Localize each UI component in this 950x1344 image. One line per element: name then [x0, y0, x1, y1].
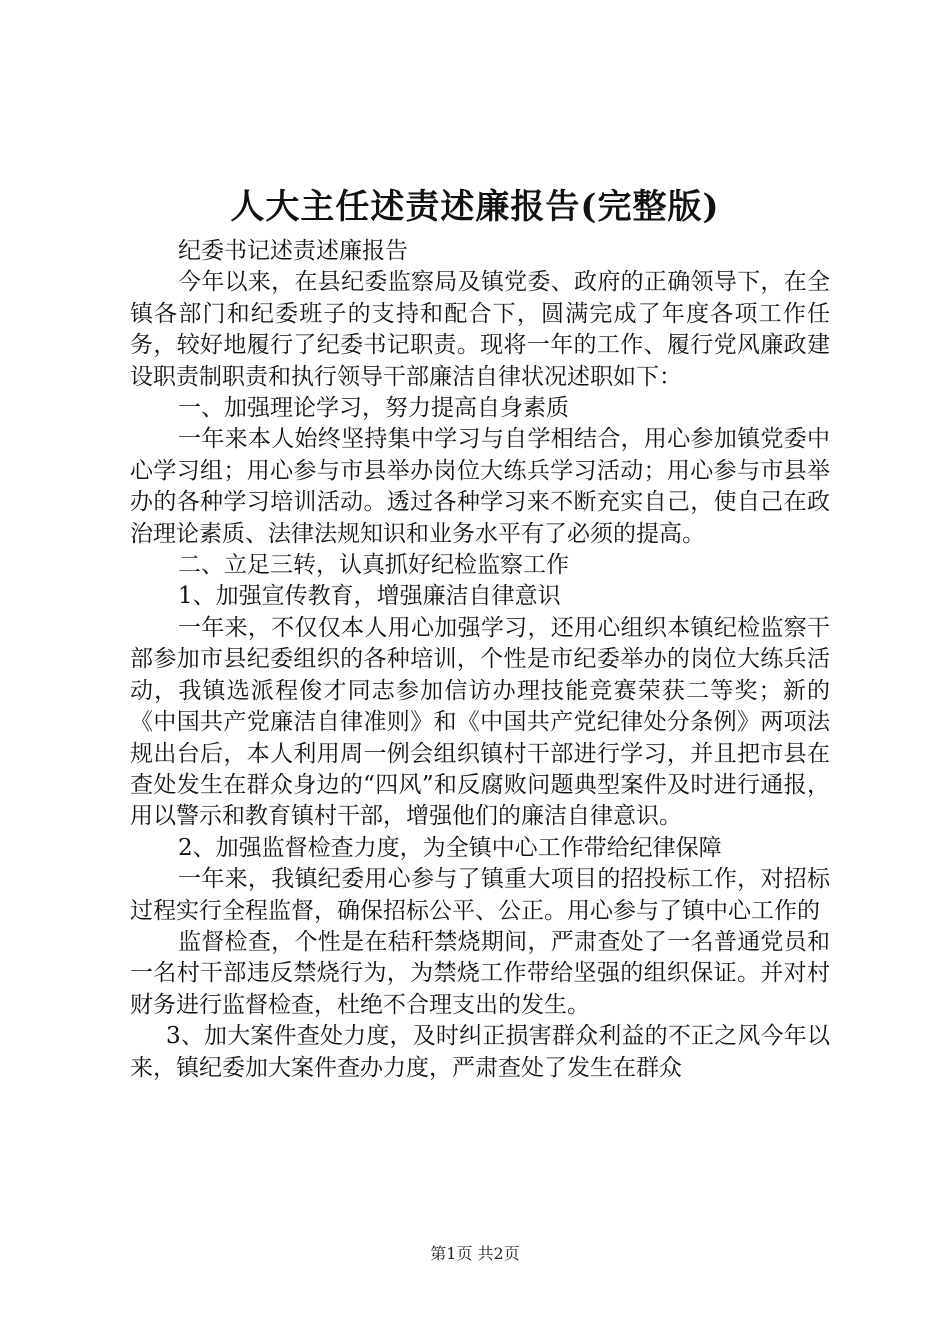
intro-paragraph: 今年以来，在县纪委监察局及镇党委、政府的正确领导下，在全镇各部门和纪委班子的支持和配合下，圆满完成了年度各项工作任务，较好地履行了纪委书记职责。现将一年的工作、履行党风廉政建设职责制职责和执行领导干部廉洁自律状况述职如下：	[130, 269, 830, 390]
subsection-2-paragraph: 一年来，我镇纪委用心参与了镇重大项目的招投标工作，对招标过程实行全程监督，确保招标公平、公正。用心参与了镇中心工作的	[130, 866, 830, 924]
subtitle-paragraph: 纪委书记述责述廉报告	[178, 238, 408, 264]
section-heading-1: 一、加强理论学习，努力提高自身素质	[178, 395, 569, 422]
section-1-paragraph: 一年来本人始终坚持集中学习与自学相结合，用心参加镇党委中心学习组；用心参与市县举办岗位大练兵学习活动；用心参与市县举办的各种学习培训活动。透过各种学习来不断充实自己，使自己在政治理论素质、法律法规知识和业务水平有了必须的提高。	[130, 426, 830, 547]
subsection-heading-2: 2、加强监督检查力度，为全镇中心工作带给纪律保障	[178, 834, 722, 861]
subsection-2-continued-paragraph: 监督检查，个性是在秸秆禁烧期间，严肃查处了一名普通党员和一名村干部违反禁烧行为，为禁烧工作带给坚强的组织保证。并对村财务进行监督检查，杜绝不合理支出的发生。	[130, 928, 830, 1018]
section-heading-2: 二、立足三转，认真抓好纪检监察工作	[178, 552, 569, 579]
subsection-heading-1: 1、加强宣传教育，增强廉洁自律意识	[178, 583, 561, 610]
document-title: 人大主任述责述廉报告(完整版)	[230, 187, 720, 227]
page-footer: 第1页 共2页	[430, 1244, 520, 1263]
document-body	[130, 236, 830, 1084]
subsection-heading-3: 3、加大案件查处力度，及时纠正损害群众利益的不正之风今年以来，镇纪委加大案件查办力度，严肃查处了发生在群众	[130, 1023, 830, 1081]
subsection-1-paragraph: 一年来，不仅仅本人用心加强学习，还用心组织本镇纪检监察干部参加市县纪委组织的各种培训，个性是市纪委举办的岗位大练兵活动，我镇选派程俊才同志参加信访办理技能竞赛荣获二等奖；新的《中国共产党廉洁自律准则》和《中国共产党纪律处分条例》两项法规出台后，本人利用周一例会组织镇村干部进行学习，并且把市县在查处发生在群众身边的“四风”和反腐败问题典型案件及时进行通报，用以警示和教育镇村干部，增强他们的廉洁自律意识。	[130, 614, 830, 830]
